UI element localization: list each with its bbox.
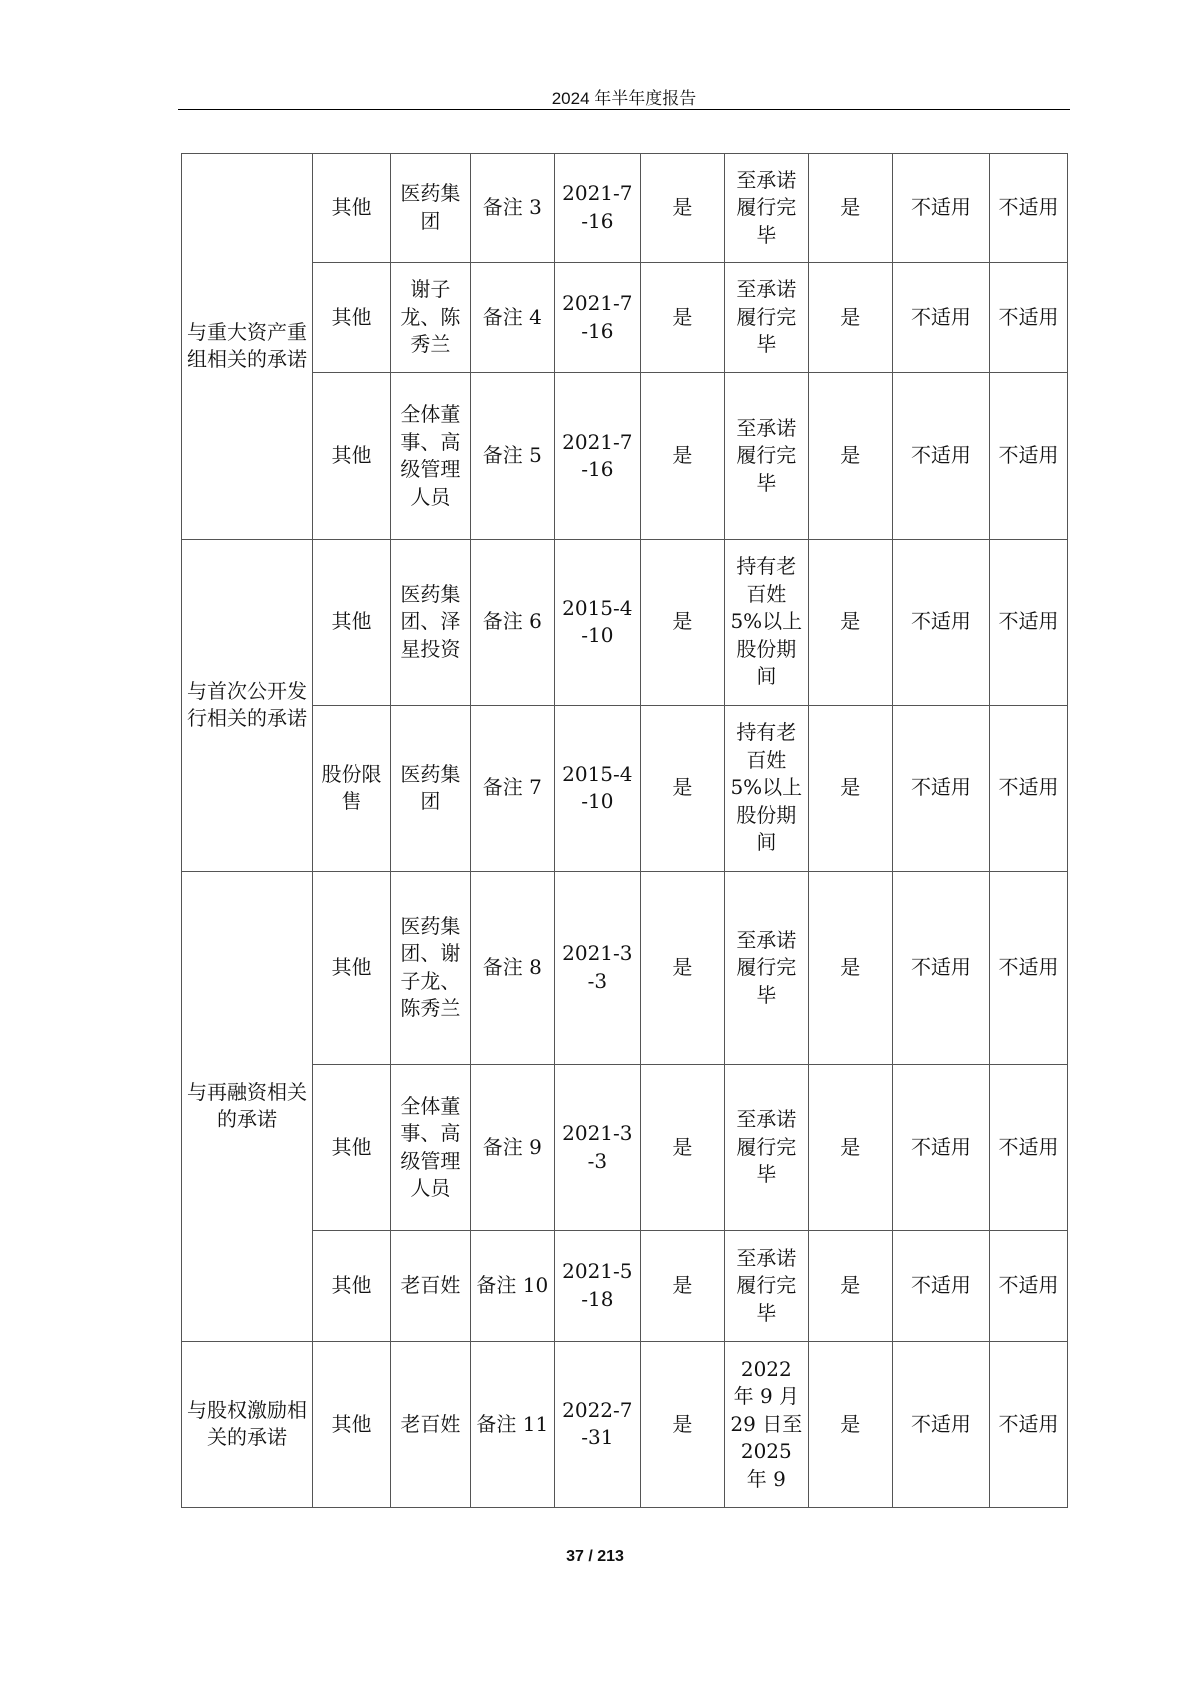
term-cell: 持有老百姓 5%以上股份期间 [724,539,808,705]
has-term-cell: 是 [640,262,724,373]
table-row [182,705,1068,871]
category-cell: 与重大资产重组相关的承诺 [182,154,313,540]
note-cell: 备注 4 [470,262,554,373]
plan-cell: 不适用 [990,262,1068,373]
party-cell: 全体董事、高级管理人员 [390,1065,470,1231]
type-cell: 其他 [313,1231,391,1342]
table-row [182,539,1068,705]
note-cell: 备注 3 [470,154,554,263]
table-row [182,1341,1068,1507]
term-cell: 至承诺履行完毕 [724,1231,808,1342]
reason-cell: 不适用 [892,1341,989,1507]
page-header: 2024 年半年度报告 [551,89,697,108]
note-cell: 备注 9 [470,1065,554,1231]
note-cell: 备注 7 [470,705,554,871]
note-cell: 备注 11 [470,1341,554,1507]
term-cell: 至承诺履行完毕 [724,871,808,1064]
timely-cell: 是 [808,373,892,539]
date-cell: 2021-5-18 [554,1231,640,1342]
term-cell: 至承诺履行完毕 [724,373,808,539]
timely-cell: 是 [808,154,892,263]
note-cell: 备注 6 [470,539,554,705]
note-cell: 备注 5 [470,373,554,539]
category-cell: 与再融资相关的承诺 [182,871,313,1341]
reason-cell: 不适用 [892,1065,989,1231]
page-number: 37 / 213 [566,1548,624,1565]
has-term-cell: 是 [640,871,724,1064]
has-term-cell: 是 [640,539,724,705]
category-cell: 与股权激励相关的承诺 [182,1341,313,1507]
type-cell: 其他 [313,539,391,705]
date-cell: 2021-7-16 [554,373,640,539]
has-term-cell: 是 [640,705,724,871]
timely-cell: 是 [808,262,892,373]
table-row [182,373,1068,539]
reason-cell: 不适用 [892,705,989,871]
has-term-cell: 是 [640,154,724,263]
date-cell: 2021-3-3 [554,871,640,1064]
type-cell: 其他 [313,373,391,539]
type-cell: 股份限售 [313,705,391,871]
timely-cell: 是 [808,539,892,705]
header-rule [178,109,1070,110]
timely-cell: 是 [808,1065,892,1231]
term-cell: 至承诺履行完毕 [724,262,808,373]
commitments-table [181,153,1068,1508]
date-cell: 2015-4-10 [554,539,640,705]
date-cell: 2015-4-10 [554,705,640,871]
reason-cell: 不适用 [892,539,989,705]
type-cell: 其他 [313,1065,391,1231]
plan-cell: 不适用 [990,705,1068,871]
type-cell: 其他 [313,871,391,1064]
party-cell: 谢子龙、陈秀兰 [390,262,470,373]
plan-cell: 不适用 [990,1341,1068,1507]
plan-cell: 不适用 [990,871,1068,1064]
plan-cell: 不适用 [990,154,1068,263]
plan-cell: 不适用 [990,373,1068,539]
term-cell: 至承诺履行完毕 [724,154,808,263]
reason-cell: 不适用 [892,871,989,1064]
party-cell: 医药集团、泽星投资 [390,539,470,705]
note-cell: 备注 8 [470,871,554,1064]
has-term-cell: 是 [640,373,724,539]
table-row [182,1065,1068,1231]
has-term-cell: 是 [640,1231,724,1342]
party-cell: 老百姓 [390,1231,470,1342]
party-cell: 全体董事、高级管理人员 [390,373,470,539]
party-cell: 医药集团 [390,154,470,263]
type-cell: 其他 [313,262,391,373]
reason-cell: 不适用 [892,373,989,539]
reason-cell: 不适用 [892,262,989,373]
table-row [182,1231,1068,1342]
plan-cell: 不适用 [990,1231,1068,1342]
timely-cell: 是 [808,871,892,1064]
term-cell: 持有老百姓 5%以上股份期间 [724,705,808,871]
table-row [182,871,1068,1064]
has-term-cell: 是 [640,1341,724,1507]
note-cell: 备注 10 [470,1231,554,1342]
reason-cell: 不适用 [892,154,989,263]
plan-cell: 不适用 [990,539,1068,705]
date-cell: 2021-3-3 [554,1065,640,1231]
timely-cell: 是 [808,705,892,871]
party-cell: 医药集团、谢子龙、陈秀兰 [390,871,470,1064]
type-cell: 其他 [313,154,391,263]
term-cell: 2022 年 9 月 29 日至 2025 年 9 [724,1341,808,1507]
table-row [182,154,1068,263]
date-cell: 2021-7-16 [554,154,640,263]
has-term-cell: 是 [640,1065,724,1231]
timely-cell: 是 [808,1341,892,1507]
reason-cell: 不适用 [892,1231,989,1342]
date-cell: 2022-7-31 [554,1341,640,1507]
term-cell: 至承诺履行完毕 [724,1065,808,1231]
date-cell: 2021-7-16 [554,262,640,373]
type-cell: 其他 [313,1341,391,1507]
plan-cell: 不适用 [990,1065,1068,1231]
category-cell: 与首次公开发行相关的承诺 [182,539,313,871]
timely-cell: 是 [808,1231,892,1342]
table-row [182,262,1068,373]
party-cell: 医药集团 [390,705,470,871]
party-cell: 老百姓 [390,1341,470,1507]
